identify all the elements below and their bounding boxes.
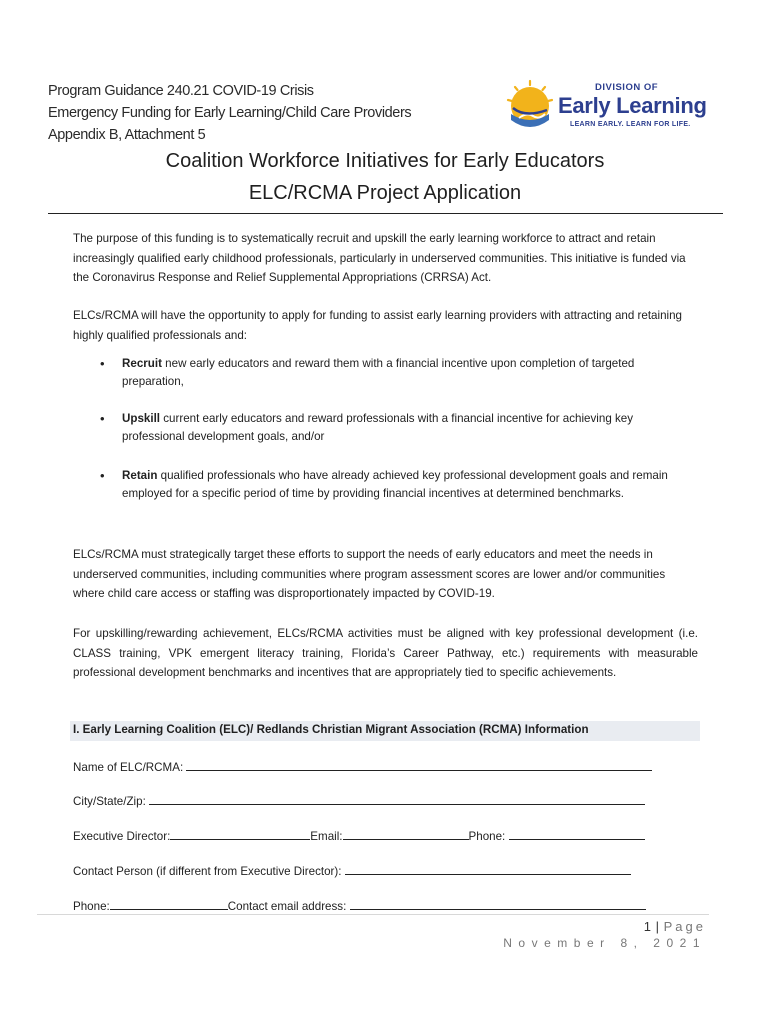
bullet-text: current early educators and reward professionals with a financial incentive for achieving key professional development goals, and/or xyxy=(122,412,634,443)
field-row-contact-phone xyxy=(73,897,646,913)
contact-email-label: Contact email address: xyxy=(227,900,347,913)
page-number-value: 1 xyxy=(643,919,652,934)
footer-date: November 8, 2021 xyxy=(503,936,706,950)
exec-director-label: Executive Director: xyxy=(73,830,171,843)
contact-person-label: Contact Person (if different from Executive Director): xyxy=(73,865,342,878)
contact-person-input-line[interactable] xyxy=(345,862,631,875)
field-row-contact xyxy=(73,862,631,878)
paragraph-opportunity: ELCs/RCMA will have the opportunity to apply for funding to assist early learning providers with attracting and retaining highly qualified professionals and: xyxy=(73,309,682,342)
logo-division-text: DIVISION OF xyxy=(595,82,659,93)
document-title: Coalition Workforce Initiatives for Early Educators xyxy=(165,150,605,172)
field-row-name xyxy=(73,758,652,774)
contact-email-input-line[interactable] xyxy=(350,897,646,910)
page-number xyxy=(644,919,706,934)
bullet-bold-term: Retain xyxy=(122,469,158,482)
bullet-icon: • xyxy=(100,356,105,371)
email-input-line[interactable] xyxy=(343,827,469,840)
phone-label: Phone: xyxy=(468,830,506,843)
paragraph-purpose: The purpose of this funding is to systematically recruit and upskill the early learning workforce to attract and retain increasingly qualified early childhood professionals, particularly in underserved communities. This initiative is funded via the Coronavirus Response and Relief Supplemental Appropriations (CRRSA) Act. xyxy=(73,232,686,285)
logo-name-text: Early Learning xyxy=(558,93,707,118)
city-input-line[interactable] xyxy=(149,792,645,805)
document-header xyxy=(48,80,468,146)
bullet-bold-term: Recruit xyxy=(122,357,162,370)
paragraph-upskilling: For upskilling/rewarding achievement, ELCs/RCMA activities must be aligned with key professional development (i.e. CLASS training, VPK emergent literacy training, Florida’s Career Pathway, etc.) requirements with measurable professional development benchmarks and incentives that are appropriately tied to specific achievements. xyxy=(73,627,698,680)
bullet-text: qualified professionals who have already achieved key professional development goals and remain employed for a specific period of time by providing financial incentives at determined benchmarks. xyxy=(122,469,668,500)
page-separator: | xyxy=(655,919,660,934)
page-label: Page xyxy=(663,919,706,934)
header-line-3: Appendix B, Attachment 5 xyxy=(48,127,206,143)
bullet-bold-term: Upskill xyxy=(122,412,161,425)
header-line-2: Emergency Funding for Early Learning/Child Care Providers xyxy=(48,105,412,121)
city-label: City/State/Zip: xyxy=(73,795,146,808)
bullet-icon: • xyxy=(100,468,105,483)
title-divider xyxy=(48,213,723,214)
phone-input-line[interactable] xyxy=(509,827,645,840)
document-subtitle: ELC/RCMA Project Application xyxy=(248,182,522,204)
bullet-icon: • xyxy=(100,411,105,426)
header-line-1: Program Guidance 240.21 COVID-19 Crisis xyxy=(48,83,314,99)
bullet-text: new early educators and reward them with a financial incentive upon completion of targeted preparation, xyxy=(122,357,635,388)
footer-divider xyxy=(37,914,709,915)
logo-tagline: LEARN EARLY. LEARN FOR LIFE. xyxy=(570,121,691,128)
name-input-line[interactable] xyxy=(186,758,652,771)
contact-phone-label: Phone: xyxy=(73,900,110,913)
paragraph-targeting: ELCs/RCMA must strategically target these efforts to support the needs of early educators and meet the needs in underserved communities, including communities where program assessment scores are lower and/or communities where child care access or staffing was disproportionately impacted by COVID-19. xyxy=(73,548,666,601)
field-row-exec xyxy=(73,827,645,843)
email-label: Email: xyxy=(310,830,343,843)
contact-phone-input-line[interactable] xyxy=(110,897,228,910)
field-row-city xyxy=(73,792,645,808)
exec-director-input-line[interactable] xyxy=(170,827,310,840)
name-label: Name of ELC/RCMA: xyxy=(73,761,184,774)
section-title: I. Early Learning Coalition (ELC)/ Redlands Christian Migrant Association (RCMA) Information xyxy=(73,723,589,736)
